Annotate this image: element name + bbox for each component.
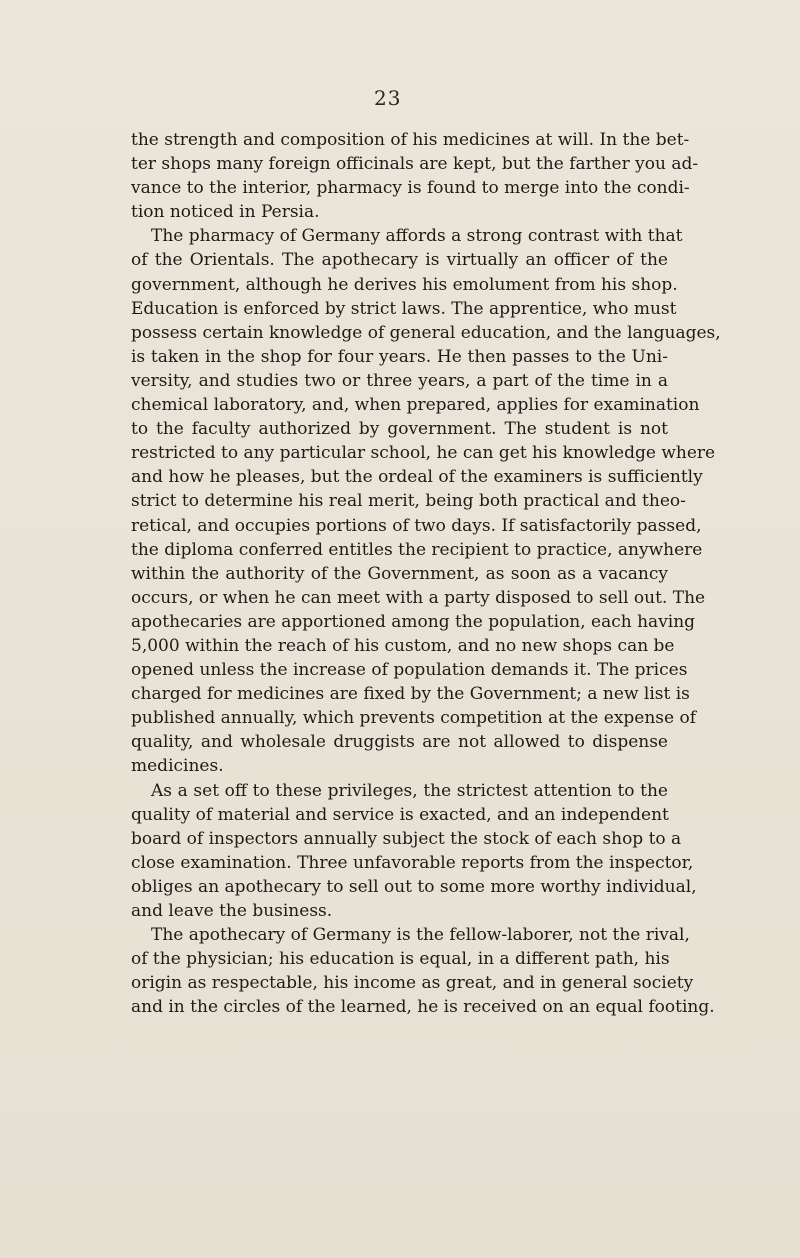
text-line: quality, and wholesale druggists are not allowed to dispense bbox=[131, 732, 668, 753]
text-line: occurs, or when he can meet with a party disposed to sell out. The bbox=[131, 587, 706, 608]
text-line: 5,000 within the reach of his custom, and no new shops can be bbox=[131, 635, 675, 656]
text-line: versity, and studies two or three years, a part of the time in a bbox=[131, 370, 668, 391]
text-line: board of inspectors annually subject the stock of each shop to a bbox=[131, 828, 682, 849]
text-line: quality of material and service is exacted, and an independent bbox=[131, 804, 669, 825]
text-line: chemical laboratory, and, when prepared, applies for examination bbox=[131, 395, 700, 416]
text-line: The pharmacy of Germany affords a strong contrast with that bbox=[151, 226, 683, 247]
text-line: ter shops many foreign officinals are kept, but the farther you ad- bbox=[131, 154, 699, 175]
text-line: charged for medicines are fixed by the Government; a new list is bbox=[131, 684, 690, 705]
text-line: The apothecary of Germany is the fellow-laborer, not the rival, bbox=[151, 925, 690, 946]
page-number: 23 bbox=[374, 86, 402, 110]
text-line: medicines. bbox=[131, 756, 224, 777]
text-line: of the Orientals. The apothecary is virtually an officer of the bbox=[131, 250, 668, 271]
text-line: of the physician; his education is equal, in a different path, his bbox=[131, 949, 670, 970]
text-line: retical, and occupies portions of two days. If satisfactorily passed, bbox=[131, 515, 702, 536]
text-line: and in the circles of the learned, he is received on an equal footing. bbox=[131, 997, 715, 1018]
text-line: obliges an apothecary to sell out to some more worthy individual, bbox=[131, 876, 697, 897]
text-line: vance to the interior, pharmacy is found to merge into the condi- bbox=[131, 178, 690, 199]
text-line: Education is enforced by strict laws. The apprentice, who must bbox=[131, 298, 677, 319]
body-text bbox=[131, 128, 721, 1019]
text-line: and how he pleases, but the ordeal of the examiners is sufficiently bbox=[131, 467, 703, 488]
text-line: restricted to any particular school, he can get his knowledge where bbox=[131, 443, 716, 464]
text-line: to the faculty authorized by government. The student is not bbox=[131, 419, 668, 440]
text-line: within the authority of the Government, as soon as a vacancy bbox=[131, 563, 668, 584]
text-line: close examination. Three unfavorable reports from the inspector, bbox=[131, 852, 694, 873]
text-line: tion noticed in Persia. bbox=[131, 202, 320, 223]
text-line: As a set off to these privileges, the strictest attention to the bbox=[151, 780, 668, 801]
text-line: possess certain knowledge of general education, and the languages, bbox=[131, 322, 721, 343]
text-line: government, although he derives his emolument from his shop. bbox=[131, 274, 678, 295]
text-line: opened unless the increase of population demands it. The prices bbox=[131, 660, 688, 681]
text-line: published annually, which prevents competition at the expense of bbox=[131, 708, 697, 729]
text-line: strict to determine his real merit, being both practical and theo- bbox=[131, 491, 686, 512]
text-line: and leave the business. bbox=[131, 901, 333, 921]
text-line: apothecaries are apportioned among the population, each having bbox=[131, 611, 696, 632]
text-line: the diploma conferred entitles the recipient to practice, anywhere bbox=[131, 539, 703, 560]
text-line: origin as respectable, his income as great, and in general society bbox=[131, 973, 694, 994]
text-line: is taken in the shop for four years. He then passes to the Uni- bbox=[131, 346, 668, 367]
text-line: the strength and composition of his medicines at will. In the bet- bbox=[131, 130, 690, 150]
